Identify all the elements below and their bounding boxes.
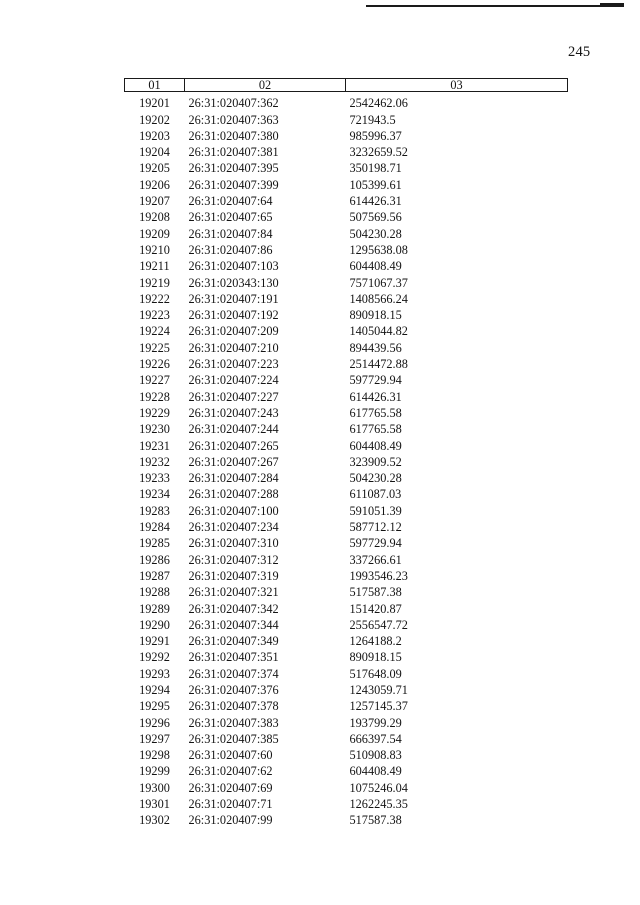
cadastral-number-cell: 26:31:020407:64 xyxy=(188,194,273,209)
column-header-02: 02 xyxy=(185,79,346,92)
table-row xyxy=(125,258,568,274)
row-number-cell: 19227 xyxy=(139,373,170,388)
row-number-cell: 19234 xyxy=(139,487,170,502)
table-row xyxy=(125,763,568,779)
table-row xyxy=(125,291,568,307)
value-cell: 2556547.72 xyxy=(349,617,408,632)
cadastral-number-cell: 26:31:020407:321 xyxy=(188,585,279,600)
value-cell: 504230.28 xyxy=(349,226,402,241)
value-cell: 614426.31 xyxy=(349,389,402,404)
value-cell: 350198.71 xyxy=(349,161,402,176)
table-row xyxy=(125,666,568,682)
table-row xyxy=(125,160,568,176)
row-number-cell: 19292 xyxy=(139,650,170,665)
table-row xyxy=(125,144,568,160)
row-number-cell: 19283 xyxy=(139,503,170,518)
value-cell: 1993546.23 xyxy=(349,568,408,583)
table-row xyxy=(125,323,568,339)
value-cell: 510908.83 xyxy=(349,748,402,763)
table-row xyxy=(125,698,568,714)
cadastral-number-cell: 26:31:020407:265 xyxy=(188,438,279,453)
row-number-cell: 19299 xyxy=(139,764,170,779)
column-header-03: 03 xyxy=(346,79,568,92)
table-row xyxy=(125,209,568,225)
row-number-cell: 19288 xyxy=(139,585,170,600)
table-row xyxy=(125,438,568,454)
row-number-cell: 19222 xyxy=(139,291,170,306)
cadastral-number-cell: 26:31:020407:192 xyxy=(188,308,279,323)
table-row xyxy=(125,731,568,747)
row-number-cell: 19201 xyxy=(139,96,170,111)
table-row xyxy=(125,389,568,405)
table-row xyxy=(125,226,568,242)
cadastral-number-cell: 26:31:020407:383 xyxy=(188,715,279,730)
value-cell: 517648.09 xyxy=(349,666,402,681)
value-cell: 151420.87 xyxy=(349,601,402,616)
row-number-cell: 19203 xyxy=(139,128,170,143)
cadastral-number-cell: 26:31:020407:288 xyxy=(188,487,279,502)
row-number-cell: 19219 xyxy=(139,275,170,290)
row-number-cell: 19209 xyxy=(139,226,170,241)
row-number-cell: 19296 xyxy=(139,715,170,730)
row-number-cell: 19289 xyxy=(139,601,170,616)
value-cell: 1257145.37 xyxy=(349,699,408,714)
cadastral-number-cell: 26:31:020407:267 xyxy=(188,454,279,469)
cadastral-number-cell: 26:31:020407:376 xyxy=(188,682,279,697)
cadastral-number-cell: 26:31:020343:130 xyxy=(188,275,279,290)
table-row xyxy=(125,177,568,193)
table-row xyxy=(125,372,568,388)
row-number-cell: 19205 xyxy=(139,161,170,176)
value-cell: 1243059.71 xyxy=(349,682,408,697)
cadastral-number-cell: 26:31:020407:224 xyxy=(188,373,279,388)
table-header xyxy=(125,79,568,92)
table-row xyxy=(125,649,568,665)
cadastral-number-cell: 26:31:020407:65 xyxy=(188,210,273,225)
value-cell: 597729.94 xyxy=(349,536,402,551)
cadastral-number-cell: 26:31:020407:395 xyxy=(188,161,279,176)
value-cell: 323909.52 xyxy=(349,454,402,469)
table-row xyxy=(125,356,568,372)
row-number-cell: 19286 xyxy=(139,552,170,567)
table-row xyxy=(125,128,568,144)
top-rule-accent xyxy=(600,3,624,6)
table-row xyxy=(125,340,568,356)
row-number-cell: 19207 xyxy=(139,194,170,209)
row-number-cell: 19298 xyxy=(139,748,170,763)
cadastral-number-cell: 26:31:020407:60 xyxy=(188,748,273,763)
row-number-cell: 19226 xyxy=(139,357,170,372)
cadastral-number-cell: 26:31:020407:381 xyxy=(188,145,279,160)
row-number-cell: 19231 xyxy=(139,438,170,453)
cadastral-number-cell: 26:31:020407:284 xyxy=(188,471,279,486)
value-cell: 985996.37 xyxy=(349,128,402,143)
row-number-cell: 19291 xyxy=(139,634,170,649)
cadastral-number-cell: 26:31:020407:86 xyxy=(188,242,273,257)
column-header-01: 01 xyxy=(125,79,185,92)
value-cell: 604408.49 xyxy=(349,438,402,453)
table-row xyxy=(125,275,568,291)
value-cell: 617765.58 xyxy=(349,422,402,437)
row-number-cell: 19210 xyxy=(139,242,170,257)
value-cell: 1408566.24 xyxy=(349,291,408,306)
table-row xyxy=(125,470,568,486)
value-cell: 597729.94 xyxy=(349,373,402,388)
row-number-cell: 19208 xyxy=(139,210,170,225)
value-cell: 614426.31 xyxy=(349,194,402,209)
cadastral-number-cell: 26:31:020407:380 xyxy=(188,128,279,143)
table-row xyxy=(125,92,568,112)
table-row xyxy=(125,796,568,812)
cadastral-number-cell: 26:31:020407:209 xyxy=(188,324,279,339)
row-number-cell: 19233 xyxy=(139,471,170,486)
row-number-cell: 19287 xyxy=(139,568,170,583)
row-number-cell: 19301 xyxy=(139,797,170,812)
cadastral-number-cell: 26:31:020407:378 xyxy=(188,699,279,714)
table-body xyxy=(125,92,568,829)
cadastral-number-cell: 26:31:020407:243 xyxy=(188,405,279,420)
value-cell: 890918.15 xyxy=(349,308,402,323)
table-row xyxy=(125,780,568,796)
row-number-cell: 19225 xyxy=(139,340,170,355)
value-cell: 507569.56 xyxy=(349,210,402,225)
cadastral-number-cell: 26:31:020407:319 xyxy=(188,568,279,583)
value-cell: 604408.49 xyxy=(349,764,402,779)
cadastral-number-cell: 26:31:020407:223 xyxy=(188,357,279,372)
cadastral-number-cell: 26:31:020407:100 xyxy=(188,503,279,518)
row-number-cell: 19232 xyxy=(139,454,170,469)
cadastral-number-cell: 26:31:020407:351 xyxy=(188,650,279,665)
cadastral-number-cell: 26:31:020407:71 xyxy=(188,797,273,812)
table-row xyxy=(125,486,568,502)
row-number-cell: 19295 xyxy=(139,699,170,714)
cadastral-number-cell: 26:31:020407:342 xyxy=(188,601,279,616)
value-cell: 1264188.2 xyxy=(349,634,402,649)
row-number-cell: 19228 xyxy=(139,389,170,404)
value-cell: 1295638.08 xyxy=(349,242,408,257)
cadastral-number-cell: 26:31:020407:103 xyxy=(188,259,279,274)
cadastral-number-cell: 26:31:020407:374 xyxy=(188,666,279,681)
table-row xyxy=(125,519,568,535)
cadastral-number-cell: 26:31:020407:244 xyxy=(188,422,279,437)
table-row xyxy=(125,112,568,128)
table-row xyxy=(125,584,568,600)
row-number-cell: 19204 xyxy=(139,145,170,160)
value-cell: 2514472.88 xyxy=(349,357,408,372)
table-row xyxy=(125,617,568,633)
cadastral-number-cell: 26:31:020407:312 xyxy=(188,552,279,567)
value-cell: 721943.5 xyxy=(349,112,396,127)
row-number-cell: 19293 xyxy=(139,666,170,681)
table-row xyxy=(125,633,568,649)
table-row xyxy=(125,421,568,437)
cadastral-number-cell: 26:31:020407:349 xyxy=(188,634,279,649)
cadastral-number-cell: 26:31:020407:385 xyxy=(188,731,279,746)
value-cell: 591051.39 xyxy=(349,503,402,518)
table-row xyxy=(125,682,568,698)
cadastral-number-cell: 26:31:020407:344 xyxy=(188,617,279,632)
row-number-cell: 19224 xyxy=(139,324,170,339)
table-row xyxy=(125,535,568,551)
table-row xyxy=(125,552,568,568)
cadastral-number-cell: 26:31:020407:399 xyxy=(188,177,279,192)
value-cell: 1262245.35 xyxy=(349,797,408,812)
value-cell: 604408.49 xyxy=(349,259,402,274)
data-table xyxy=(124,78,568,829)
cadastral-number-cell: 26:31:020407:310 xyxy=(188,536,279,551)
cadastral-number-cell: 26:31:020407:69 xyxy=(188,780,273,795)
value-cell: 1075246.04 xyxy=(349,780,408,795)
cadastral-number-cell: 26:31:020407:99 xyxy=(188,813,273,828)
table-row xyxy=(125,307,568,323)
cadastral-number-cell: 26:31:020407:191 xyxy=(188,291,279,306)
value-cell: 337266.61 xyxy=(349,552,402,567)
row-number-cell: 19294 xyxy=(139,682,170,697)
value-cell: 587712.12 xyxy=(349,520,402,535)
cadastral-number-cell: 26:31:020407:84 xyxy=(188,226,273,241)
value-cell: 7571067.37 xyxy=(349,275,408,290)
value-cell: 517587.38 xyxy=(349,585,402,600)
row-number-cell: 19202 xyxy=(139,112,170,127)
cadastral-number-cell: 26:31:020407:234 xyxy=(188,520,279,535)
table-row xyxy=(125,405,568,421)
value-cell: 890918.15 xyxy=(349,650,402,665)
row-number-cell: 19290 xyxy=(139,617,170,632)
cadastral-number-cell: 26:31:020407:227 xyxy=(188,389,279,404)
row-number-cell: 19206 xyxy=(139,177,170,192)
value-cell: 611087.03 xyxy=(349,487,402,502)
cadastral-number-cell: 26:31:020407:210 xyxy=(188,340,279,355)
row-number-cell: 19284 xyxy=(139,520,170,535)
header-row xyxy=(125,79,568,92)
value-cell: 666397.54 xyxy=(349,731,402,746)
row-number-cell: 19302 xyxy=(139,813,170,828)
row-number-cell: 19285 xyxy=(139,536,170,551)
table-row xyxy=(125,601,568,617)
value-cell: 105399.61 xyxy=(349,177,402,192)
value-cell: 504230.28 xyxy=(349,471,402,486)
cadastral-number-cell: 26:31:020407:362 xyxy=(188,96,279,111)
row-number-cell: 19211 xyxy=(139,259,170,274)
cadastral-number-cell: 26:31:020407:62 xyxy=(188,764,273,779)
row-number-cell: 19230 xyxy=(139,422,170,437)
value-cell: 2542462.06 xyxy=(349,96,408,111)
value-cell: 3232659.52 xyxy=(349,145,408,160)
table-row xyxy=(125,454,568,470)
table-row xyxy=(125,747,568,763)
value-cell: 193799.29 xyxy=(349,715,402,730)
row-number-cell: 19297 xyxy=(139,731,170,746)
value-cell: 517587.38 xyxy=(349,813,402,828)
page-number: 245 xyxy=(568,44,591,60)
cadastral-number-cell: 26:31:020407:363 xyxy=(188,112,279,127)
row-number-cell: 19223 xyxy=(139,308,170,323)
table-row xyxy=(125,715,568,731)
value-cell: 894439.56 xyxy=(349,340,402,355)
table-row xyxy=(125,812,568,828)
top-rule xyxy=(366,5,624,7)
row-number-cell: 19300 xyxy=(139,780,170,795)
table-row xyxy=(125,193,568,209)
table-row xyxy=(125,503,568,519)
table-row xyxy=(125,242,568,258)
value-cell: 617765.58 xyxy=(349,405,402,420)
table-row xyxy=(125,568,568,584)
row-number-cell: 19229 xyxy=(139,405,170,420)
value-cell: 1405044.82 xyxy=(349,324,408,339)
